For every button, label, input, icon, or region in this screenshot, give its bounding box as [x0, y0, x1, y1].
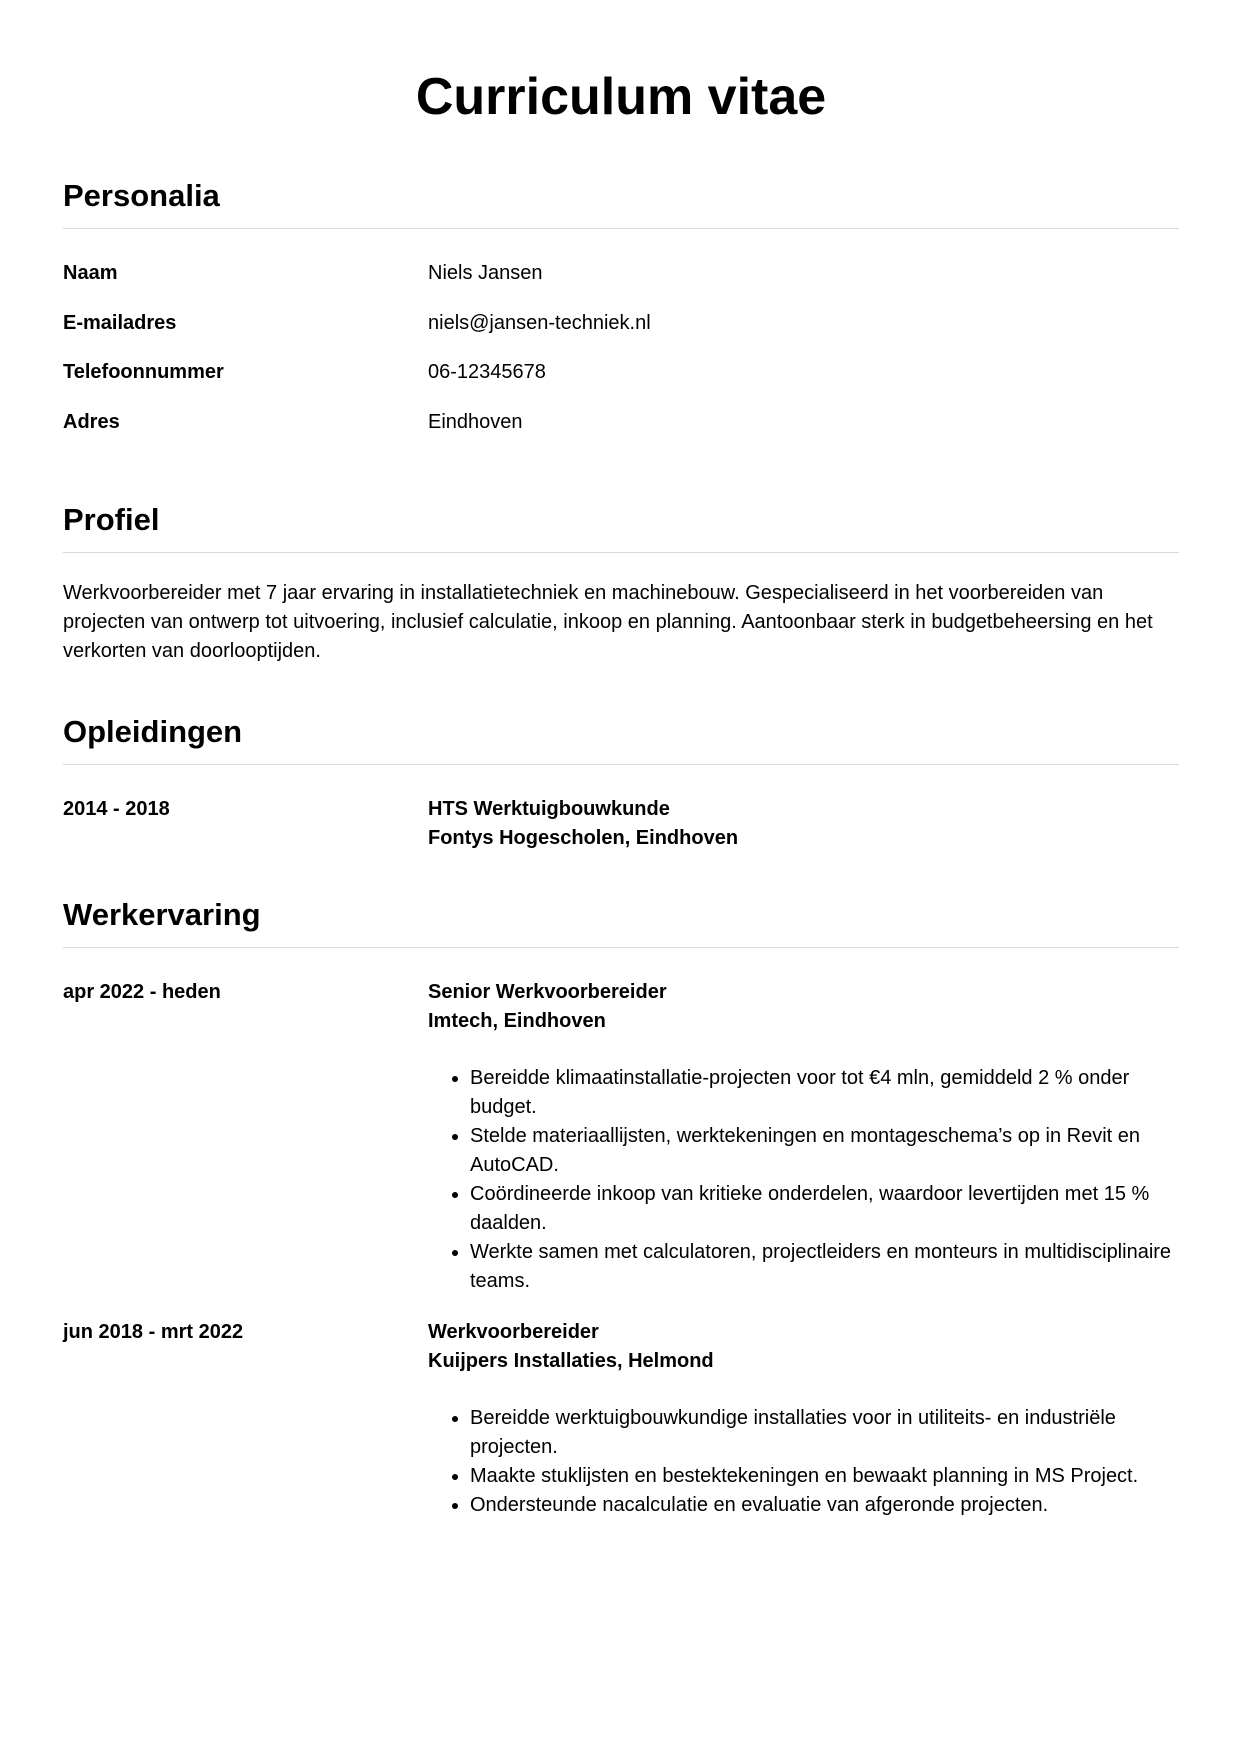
work-period: jun 2018 - mrt 2022	[63, 1321, 244, 1343]
personalia-row-email	[63, 309, 1179, 359]
personalia-value: Eindhoven	[428, 410, 523, 433]
personalia-row-name	[63, 259, 1179, 309]
work-details	[428, 978, 1179, 1296]
work-company: Kuijpers Installaties, Helmond	[428, 1350, 714, 1372]
work-title: Senior Werkvoorbereider	[428, 981, 667, 1003]
work-details	[428, 1318, 1179, 1520]
work-bullet: • Bereidde klimaatinstallatie-projecten voor tot €4 mln, gemiddeld 2 % onder budget.	[470, 1064, 1179, 1122]
personalia-label: Naam	[63, 262, 118, 284]
section-heading-profiel: Profiel	[63, 500, 1179, 553]
personalia-value: 06-12345678	[428, 361, 546, 383]
education-institution: Fontys Hogescholen, Eindhoven	[428, 827, 739, 849]
work-bullet: • Coördineerde inkoop van kritieke onderdelen, waardoor levertijden met 15 % daalden.	[470, 1180, 1179, 1238]
work-entry	[63, 1318, 1179, 1520]
work-entry	[63, 978, 1179, 1296]
work-company: Imtech, Eindhoven	[428, 1010, 606, 1032]
personalia-row-phone	[63, 358, 1179, 408]
education-period: 2014 - 2018	[63, 798, 170, 820]
work-bullet: • Werkte samen met calculatoren, projectleiders en monteurs in multidisciplinaire teams.	[470, 1238, 1179, 1296]
personalia-list	[63, 259, 1179, 457]
personalia-label: E-mailadres	[63, 311, 177, 334]
work-bullet: • Bereidde werktuigbouwkundige installaties voor in utiliteits- en industriële projecten.	[470, 1404, 1179, 1462]
profile-text: Werkvoorbereider met 7 jaar ervaring in installatietechniek en machinebouw. Gespecialiseerd in het voorbereiden van projecten van ontwerp tot uitvoering, inclusief calculatie, inkoop en planning. Aantoonbaar sterk in budgetbeheersing en het verkorten van doorlooptijden.	[63, 582, 1153, 662]
work-bullet: • Maakte stuklijsten en bestektekeningen en bewaakt planning in MS Project.	[470, 1462, 1179, 1491]
work-bullet: • Ondersteunde nacalculatie en evaluatie van afgeronde projecten.	[470, 1491, 1179, 1520]
education-details	[428, 795, 1179, 853]
work-title: Werkvoorbereider	[428, 1321, 599, 1343]
personalia-row-address	[63, 408, 1179, 458]
education-title: HTS Werktuigbouwkunde	[428, 798, 670, 820]
section-heading-personalia: Personalia	[63, 176, 1179, 229]
personalia-value: niels@jansen-techniek.nl	[428, 311, 651, 334]
section-werkervaring	[63, 895, 1179, 1520]
section-profiel	[63, 500, 1179, 666]
personalia-value: Niels Jansen	[428, 262, 543, 284]
personalia-label: Adres	[63, 410, 120, 433]
work-bullet: • Stelde materiaallijsten, werktekeningen en montageschema’s op in Revit en AutoCAD.	[470, 1122, 1179, 1180]
section-heading-werkervaring: Werkervaring	[63, 895, 1179, 948]
section-opleidingen	[63, 712, 1179, 853]
work-bullet-list	[428, 1064, 1179, 1296]
document-title: Curriculum vitae	[415, 68, 827, 126]
education-entry	[63, 795, 1179, 853]
personalia-label: Telefoonnummer	[63, 361, 224, 383]
section-personalia	[63, 176, 1179, 457]
work-bullet-list	[428, 1404, 1179, 1520]
section-heading-opleidingen: Opleidingen	[63, 712, 1179, 765]
work-period: apr 2022 - heden	[63, 981, 221, 1003]
